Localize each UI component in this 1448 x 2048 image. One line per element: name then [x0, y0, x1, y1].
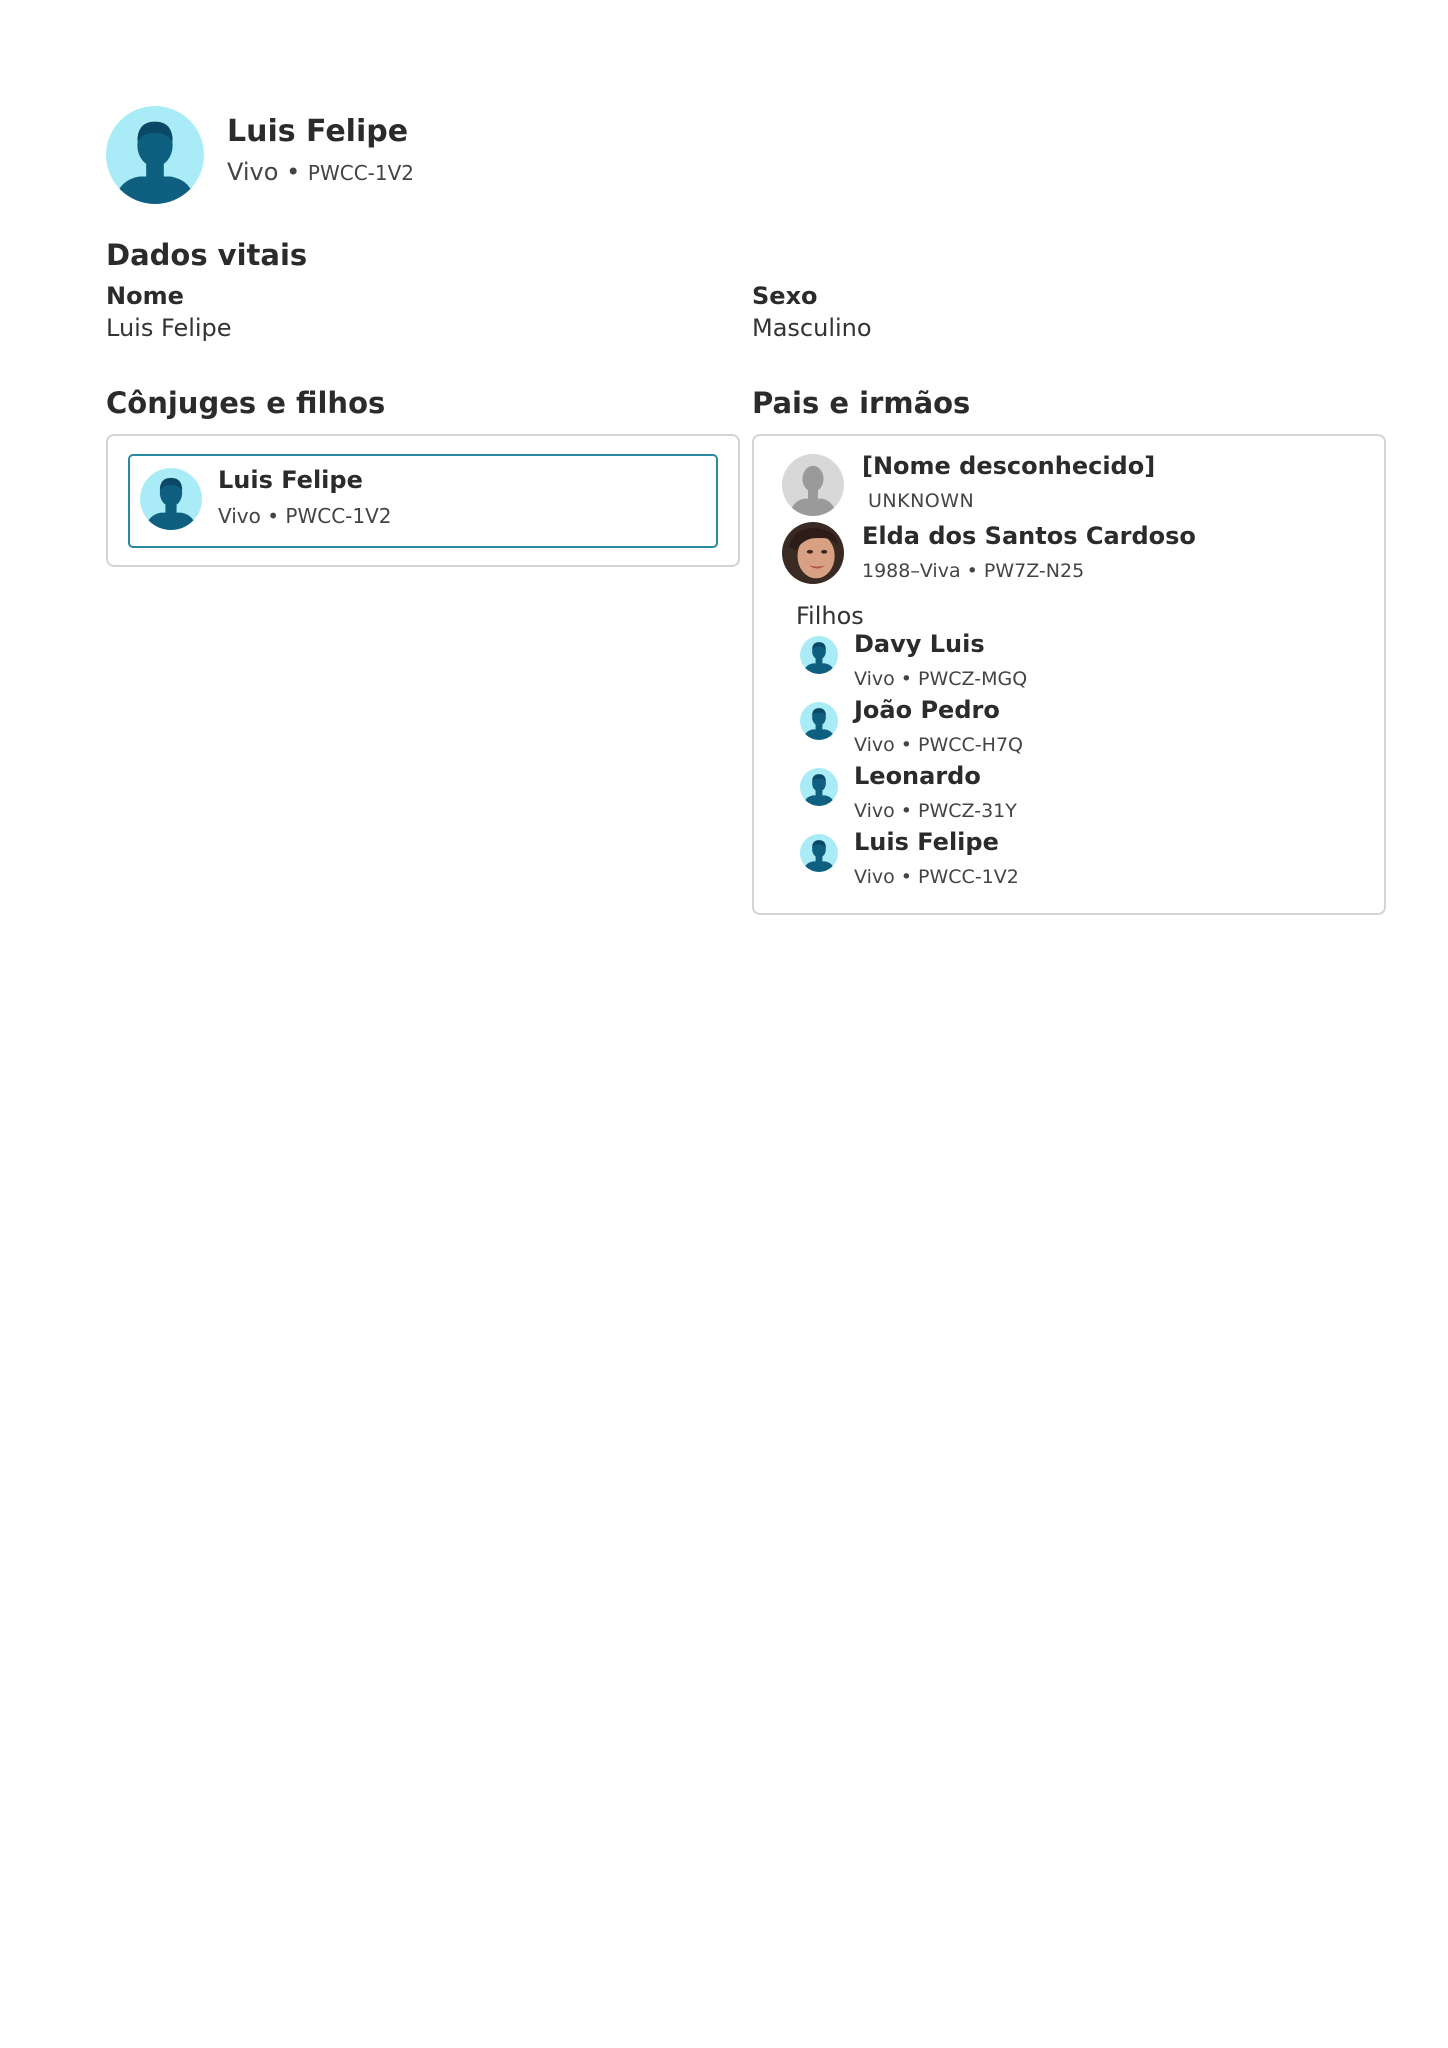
child-name[interactable]: Leonardo — [854, 762, 981, 790]
spouse-name: Luis Felipe — [218, 466, 363, 494]
spouse-status-line — [218, 504, 392, 528]
sex-value: Masculino — [752, 314, 872, 342]
male-silhouette-icon — [800, 702, 838, 740]
child-pid: PWCC-1V2 — [918, 866, 1019, 888]
person-pid: PWCC-1V2 — [307, 161, 415, 185]
parents-card — [752, 434, 1386, 915]
mother-pid: PW7Z-N25 — [983, 560, 1085, 582]
person-avatar — [106, 106, 204, 204]
person-status: Vivo — [227, 158, 279, 186]
child-status: Vivo — [854, 668, 895, 690]
mother-photo — [782, 522, 844, 584]
male-silhouette-icon — [106, 106, 204, 204]
male-silhouette-icon — [800, 636, 838, 674]
separator-dot: • — [966, 560, 978, 582]
unknown-parent-avatar — [782, 454, 844, 516]
spouse-status: Vivo — [218, 504, 261, 528]
separator-dot: • — [267, 504, 280, 528]
child-status-line — [854, 668, 1027, 690]
child-name[interactable]: Davy Luis — [854, 630, 985, 658]
vitals-title: Dados vitais — [106, 238, 308, 272]
child-avatar — [800, 768, 838, 806]
spouse-pid: PWCC-1V2 — [285, 504, 392, 528]
separator-dot: • — [286, 158, 301, 186]
child-status-line — [854, 734, 1023, 756]
spouse-avatar — [140, 468, 202, 530]
sex-label: Sexo — [752, 282, 818, 310]
parent-unknown-name[interactable]: [Nome desconhecido] — [862, 452, 1156, 480]
male-silhouette-icon — [800, 768, 838, 806]
child-name[interactable]: João Pedro — [854, 696, 1000, 724]
child-pid: PWCZ-MGQ — [918, 668, 1028, 690]
separator-dot: • — [900, 866, 912, 888]
mother-status: 1988–Viva — [862, 560, 961, 582]
spouses-title: Cônjuges e filhos — [106, 386, 386, 420]
name-value: Luis Felipe — [106, 314, 232, 342]
separator-dot: • — [900, 800, 912, 822]
male-silhouette-icon — [140, 468, 202, 530]
spouse-row[interactable] — [128, 454, 718, 548]
separator-dot: • — [900, 668, 912, 690]
children-label: Filhos — [796, 602, 864, 630]
parent-unknown-detail: UNKNOWN — [868, 490, 975, 512]
name-label: Nome — [106, 282, 184, 310]
parents-title: Pais e irmãos — [752, 386, 971, 420]
child-status: Vivo — [854, 800, 895, 822]
child-avatar — [800, 702, 838, 740]
unknown-person-icon — [782, 454, 844, 516]
child-status-line — [854, 866, 1019, 888]
child-status: Vivo — [854, 734, 895, 756]
person-status-line — [227, 158, 414, 186]
child-avatar — [800, 834, 838, 872]
spouses-card — [106, 434, 740, 567]
child-name[interactable]: Luis Felipe — [854, 828, 999, 856]
child-pid: PWCZ-31Y — [918, 800, 1017, 822]
child-avatar — [800, 636, 838, 674]
child-pid: PWCC-H7Q — [918, 734, 1024, 756]
male-silhouette-icon — [800, 834, 838, 872]
mother-name[interactable]: Elda dos Santos Cardoso — [862, 522, 1196, 550]
child-status-line — [854, 800, 1017, 822]
photo-portrait — [782, 522, 844, 584]
mother-status-line — [862, 560, 1084, 582]
child-status: Vivo — [854, 866, 895, 888]
person-name: Luis Felipe — [227, 114, 409, 149]
separator-dot: • — [900, 734, 912, 756]
